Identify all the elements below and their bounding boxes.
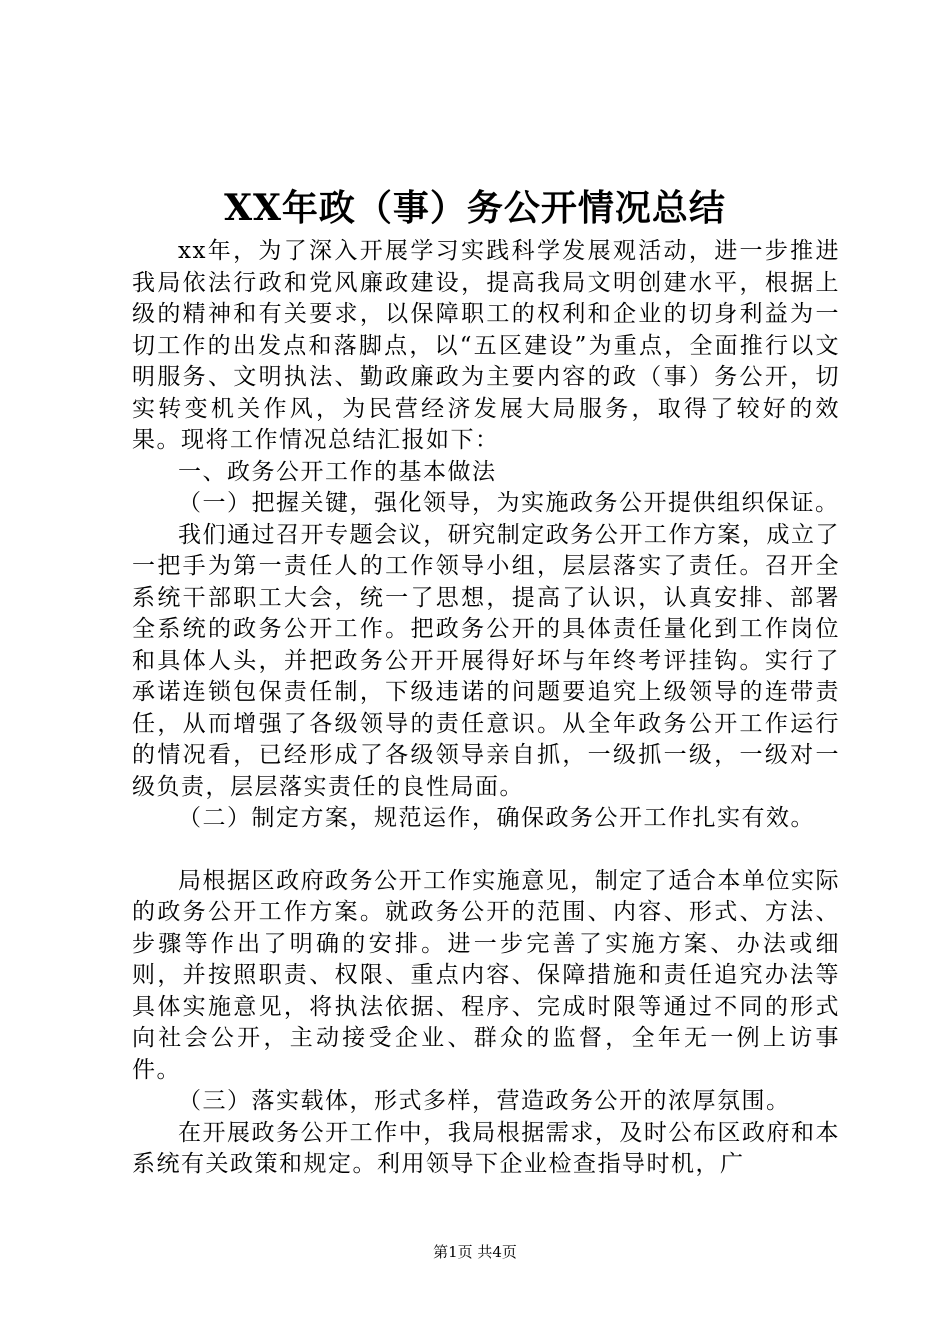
paragraph-leadership: 我们通过召开专题会议，研究制定政务公开工作方案，成立了一把手为第一责任人的工作领导小组，层层落实了责任。召开全系统干部职工大会，统一了思想，提高了认识，认真安排、部署全系统的政务公开工作。把政务公开的具体责任量化到工作岗位和具体人头，并把政务公开开展得好坏与年终考评挂钩。实行了承诺连锁包保责任制，下级违诺的问题要追究上级领导的连带责任，从而增强了各级领导的责任意识。从全年政务公开工作运行的情况看，已经形成了各级领导亲自抓，一级抓一级，一级对一级负责，层层落实责任的良性局面。	[132, 521, 840, 800]
paragraph-intro: xx年，为了深入开展学习实践科学发展观活动，进一步推进我局依法行政和党风廉政建设，提高我局文明创建水平，根据上级的精神和有关要求，以保障职工的权利和企业的切身利益为一切工作的出发点和落脚点，以“五区建设”为重点，全面推行以文明服务、文明执法、勤政廉政为主要内容的政（事）务公开，切实转变机关作风，为民营经济发展大局服务，取得了较好的效果。现将工作情况总结汇报如下：	[132, 238, 840, 453]
page-footer: 第1页 共4页	[433, 1243, 517, 1261]
section-heading-1: 一、政务公开工作的基本做法	[178, 458, 497, 485]
subsection-heading-2: （二）制定方案，规范运作，确保政务公开工作扎实有效。	[178, 805, 815, 831]
document-body	[132, 236, 840, 1181]
subsection-heading-1: （一）把握关键，强化领导，为实施政务公开提供组织保证。	[178, 490, 840, 516]
document-title: XX年政（事）务公开情况总结	[224, 187, 726, 229]
paragraph-plan: 局根据区政府政务公开工作实施意见，制定了适合本单位实际的政务公开工作方案。就政务公开的范围、内容、形式、方法、步骤等作出了明确的安排。进一步完善了实施方案、办法或细则，并按照职责、权限、重点内容、保障措施和责任追究办法等具体实施意见，将执法依据、程序、完成时限等通过不同的形式向社会公开，主动接受企业、群众的监督，全年无一例上访事件。	[132, 867, 840, 1083]
paragraph-carrier: 在开展政务公开工作中，我局根据需求，及时公布区政府和本系统有关政策和规定。利用领导下企业检查指导时机，广	[132, 1119, 840, 1177]
subsection-heading-3: （三）落实载体，形式多样，营造政务公开的浓厚氛围。	[178, 1088, 791, 1114]
